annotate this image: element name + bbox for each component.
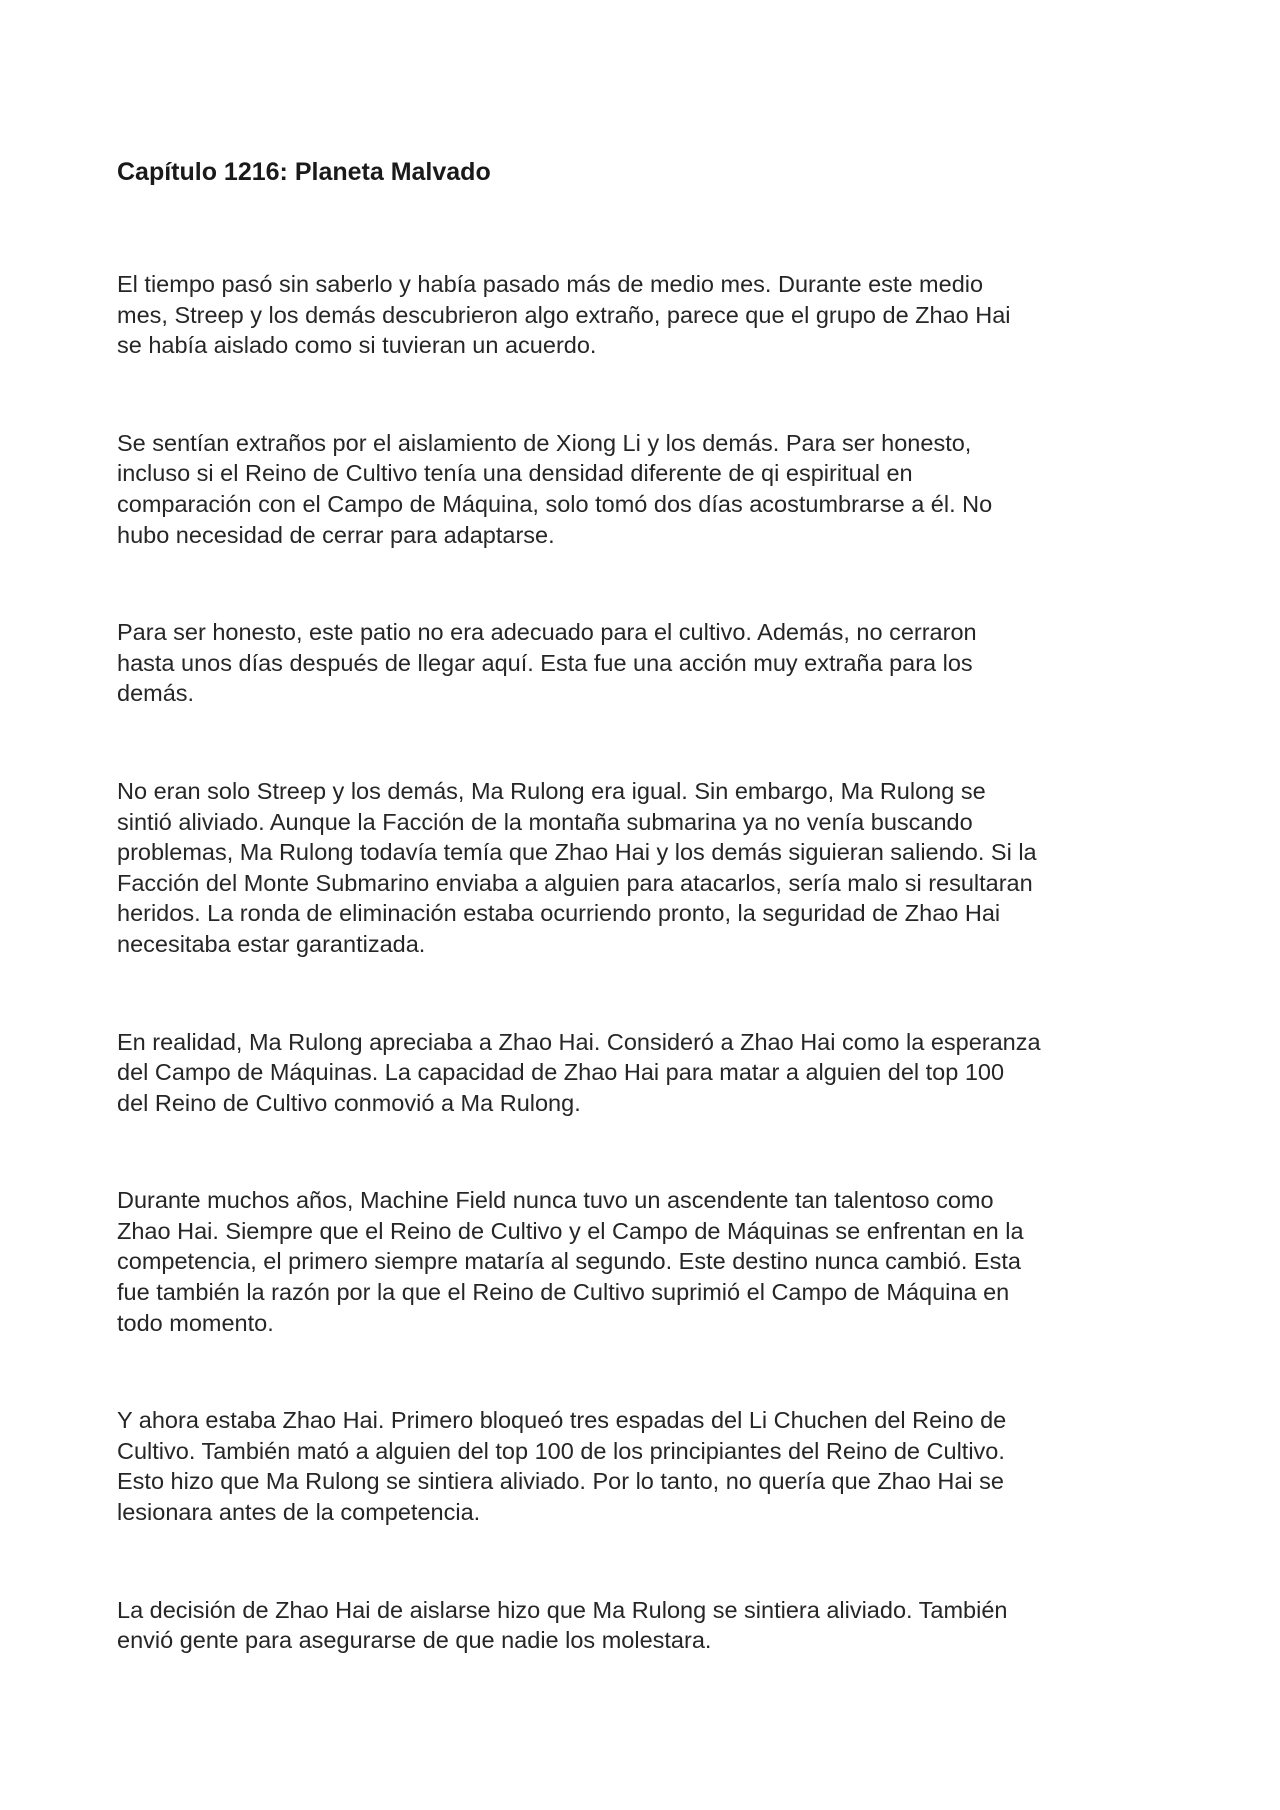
paragraph-8 — [117, 1595, 1217, 1656]
chapter-body — [117, 269, 1217, 1723]
chapter-title: Capítulo 1216: Planeta Malvado — [117, 158, 491, 186]
text-line: competencia, el primero siempre mataría al segundo. Este destino nunca cambió. Esta — [117, 1248, 1021, 1275]
text-line: comparación con el Campo de Máquina, solo tomó dos días acostumbrarse a él. No — [117, 490, 993, 517]
text-line: Facción del Monte Submarino enviaba a alguien para atacarlos, sería malo si resultaran — [117, 869, 1033, 896]
text-line: El tiempo pasó sin saberlo y había pasado más de medio mes. Durante este medio — [117, 271, 984, 297]
text-line: Durante muchos años, Machine Field nunca tuvo un ascendente tan talentoso como — [117, 1187, 994, 1214]
text-line: No eran solo Streep y los demás, Ma Rulong era igual. Sin embargo, Ma Rulong se — [117, 777, 986, 804]
text-line: envió gente para asegurarse de que nadie los molestara. — [117, 1627, 712, 1654]
text-line: hubo necesidad de cerrar para adaptarse. — [117, 521, 555, 548]
text-line: Esto hizo que Ma Rulong se sintiera aliviado. Por lo tanto, no quería que Zhao Hai se — [117, 1468, 1004, 1495]
paragraph-3 — [117, 617, 1217, 709]
text-line: En realidad, Ma Rulong apreciaba a Zhao Hai. Consideró a Zhao Hai como la esperanza — [117, 1028, 1041, 1055]
text-line: heridos. La ronda de eliminación estaba ocurriendo pronto, la seguridad de Zhao Hai — [117, 900, 1001, 927]
paragraph-5 — [117, 1027, 1217, 1119]
text-line: se había aislado como si tuvieran un acuerdo. — [117, 332, 597, 359]
text-line: necesitaba estar garantizada. — [117, 930, 426, 957]
paragraph-2 — [117, 428, 1217, 550]
text-line: Para ser honesto, este patio no era adecuado para el cultivo. Además, no cerraron — [117, 619, 977, 646]
text-line: Zhao Hai. Siempre que el Reino de Cultivo y el Campo de Máquinas se enfrentan en la — [117, 1217, 1024, 1244]
text-line: lesionara antes de la competencia. — [117, 1499, 481, 1526]
text-line: hasta unos días después de llegar aquí. Esta fue una acción muy extraña para los — [117, 649, 973, 676]
paragraph-6 — [117, 1185, 1217, 1338]
text-line: del Campo de Máquinas. La capacidad de Zhao Hai para matar a alguien del top 100 — [117, 1059, 1005, 1086]
text-line: La decisión de Zhao Hai de aislarse hizo que Ma Rulong se sintiera aliviado. También — [117, 1596, 1008, 1623]
text-line: del Reino de Cultivo conmovió a Ma Rulong. — [117, 1089, 581, 1116]
text-line: fue también la razón por la que el Reino de Cultivo suprimió el Campo de Máquina en — [117, 1279, 1010, 1306]
text-line: Y ahora estaba Zhao Hai. Primero bloqueó tres espadas del Li Chuchen del Reino de — [117, 1407, 1007, 1434]
text-line: Cultivo. También mató a alguien del top 100 de los principiantes del Reino de Cultivo. — [117, 1437, 1005, 1464]
text-line: problemas, Ma Rulong todavía temía que Zhao Hai y los demás siguieran saliendo. Si la — [117, 839, 1037, 866]
paragraph-4 — [117, 776, 1217, 960]
text-line: mes, Streep y los demás descubrieron algo extraño, parece que el grupo de Zhao Hai — [117, 301, 1011, 328]
text-line: todo momento. — [117, 1309, 274, 1336]
paragraph-7 — [117, 1405, 1217, 1527]
paragraph-1 — [117, 269, 1217, 361]
text-line: incluso si el Reino de Cultivo tenía una densidad diferente de qi espiritual en — [117, 460, 913, 487]
text-line: sintió aliviado. Aunque la Facción de la montaña submarina ya no venía buscando — [117, 808, 973, 835]
text-line: Se sentían extraños por el aislamiento de Xiong Li y los demás. Para ser honesto, — [117, 429, 972, 456]
text-line: demás. — [117, 680, 195, 707]
